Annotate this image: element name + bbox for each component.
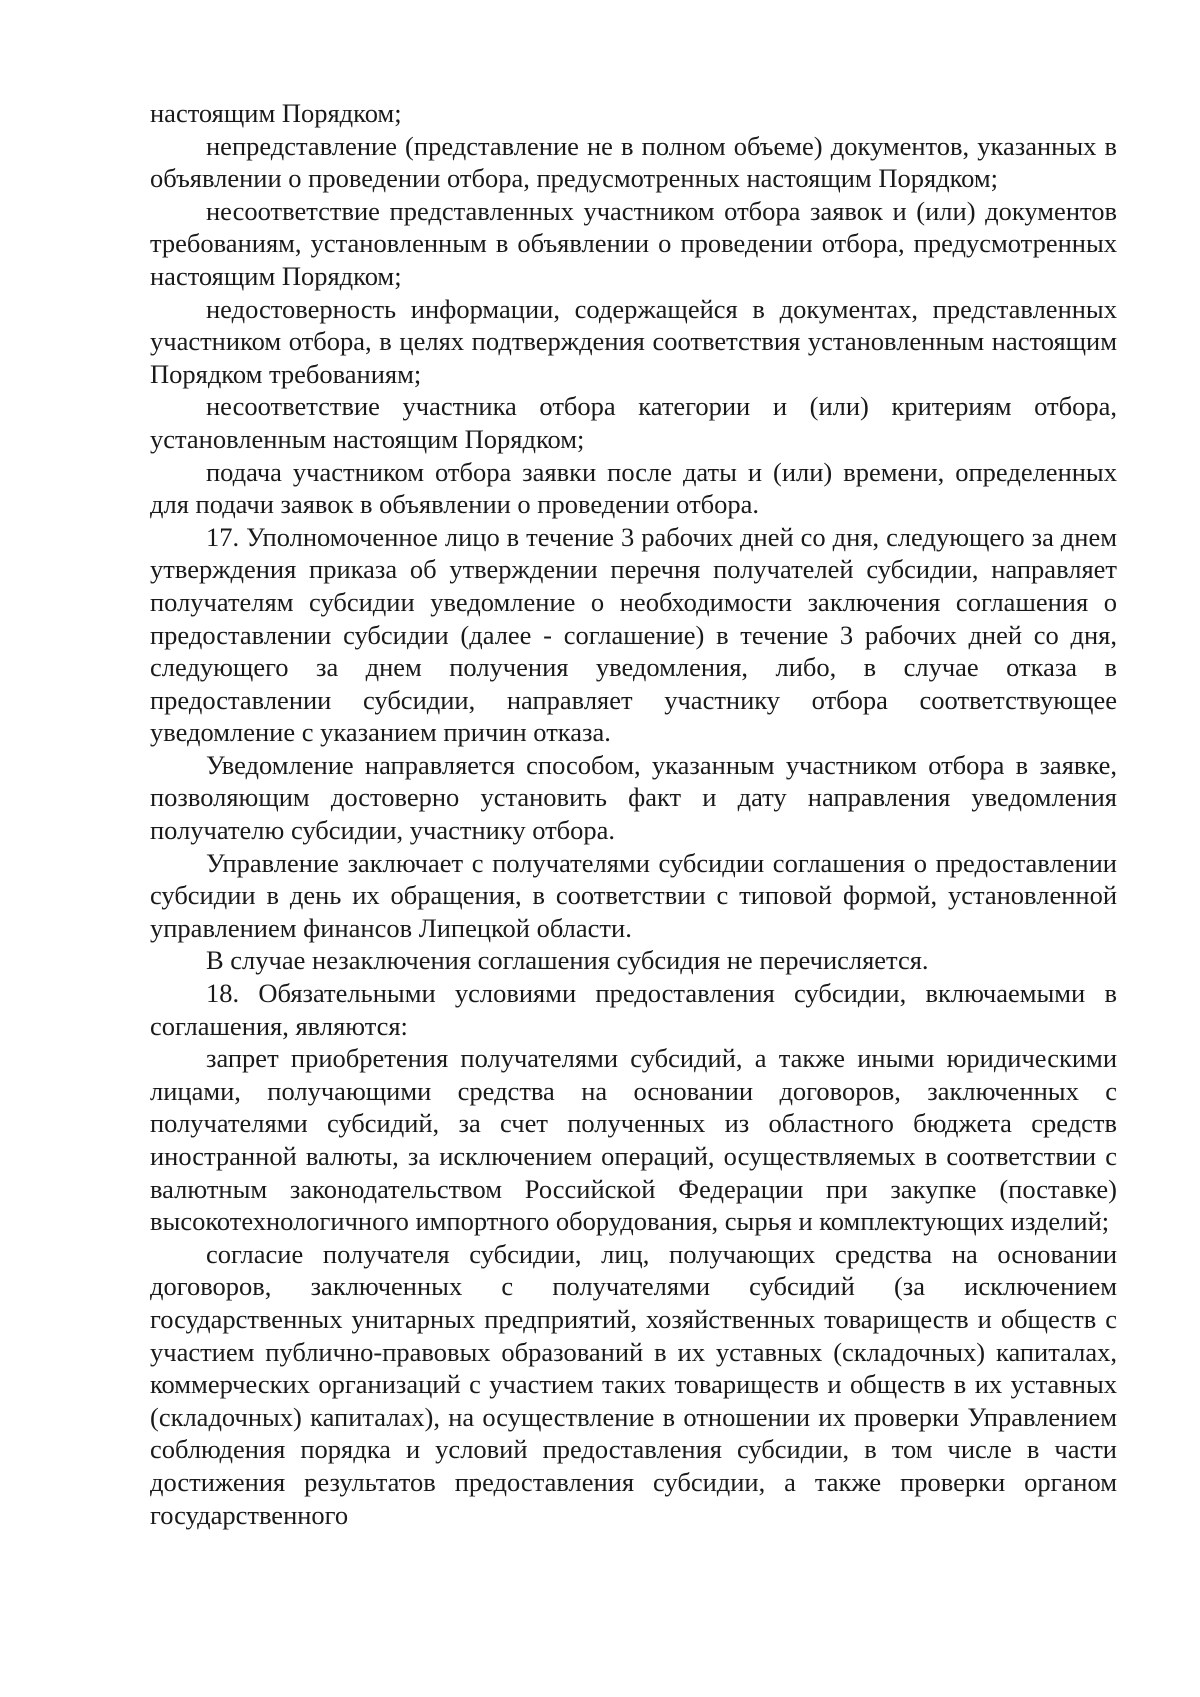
paragraph-currency-prohibition: запрет приобретения получателями субсидий, а также иными юридическими лицами, получающими средства на основании договоров, заключенных с получателями субсидий, за счет полученных из областного бюджета средств иностранной валюты, за исключением операций, осуществляемых в соответствии с валютным законодательством Российской Федерации при закупке (поставке) высокотехнологичного импортного оборудования, сырья и комплектующих изделий;	[150, 1043, 1117, 1237]
paragraph-section-18: 18. Обязательными условиями предоставления субсидии, включаемыми в соглашения, являются:	[150, 978, 1117, 1041]
paragraph-section-17: 17. Уполномоченное лицо в течение 3 рабочих дней со дня, следующего за днем утверждения приказа об утверждении перечня получателей субсидии, направляет получателям субсидии уведомление о необходимости заключения соглашения о предоставлении субсидии (далее - соглашение) в течение 3 рабочих дней со дня, следующего за днем получения уведомления, либо, в случае отказа в предоставлении субсидии, направляет участнику отбора соответствующее уведомление с указанием причин отказа.	[150, 521, 1117, 748]
paragraph-inspection-consent: согласие получателя субсидии, лиц, получающих средства на основании договоров, заключенных с получателями субсидий (за исключением государственных унитарных предприятий, хозяйственных товариществ и обществ с участием публично-правовых образований в их уставных (складочных) капиталах, коммерческих организаций с участием таких товариществ и обществ в их уставных (складочных) капиталах), на осуществление в отношении их проверки Управлением соблюдения порядка и условий предоставления субсидии, в том числе в части достижения результатов предоставления субсидии, а также проверки органом государственного	[150, 1238, 1117, 1530]
paragraph-item-documents-noncompliant: несоответствие представленных участником отбора заявок и (или) документов требованиям, установленным в объявлении о проведении отбора, предусмотренных настоящим Порядком;	[150, 195, 1117, 291]
paragraph-item-category-mismatch: несоответствие участника отбора категории и (или) критериям отбора, установленным настоящим Порядком;	[150, 391, 1117, 454]
paragraph-agreement-conclusion: Управление заключает с получателями субсидии соглашения о предоставлении субсидии в день их обращения, в соответствии с типовой формой, установленной управлением финансов Липецкой области.	[150, 847, 1117, 943]
paragraph-notification-method: Уведомление направляется способом, указанным участником отбора в заявке, позволяющим достоверно установить факт и дату направления уведомления получателю субсидии, участнику отбора.	[150, 749, 1117, 846]
document-body	[150, 97, 1117, 1531]
paragraph-item-late-submission: подача участником отбора заявки после даты и (или) времени, определенных для подачи заявок в объявлении о проведении отбора.	[150, 456, 1117, 520]
paragraph-continuation: настоящим Порядком;	[150, 98, 402, 128]
paragraph-item-unreliable-info: недостоверность информации, содержащейся в документах, представленных участником отбора, в целях подтверждения соответствия установленным настоящим Порядком требованиям;	[150, 293, 1117, 389]
paragraph-no-agreement: В случае незаключения соглашения субсидия не перечисляется.	[206, 945, 929, 976]
paragraph-item-documents-missing: непредставление (представление не в полном объеме) документов, указанных в объявлении о проведении отбора, предусмотренных настоящим Порядком;	[150, 130, 1117, 194]
